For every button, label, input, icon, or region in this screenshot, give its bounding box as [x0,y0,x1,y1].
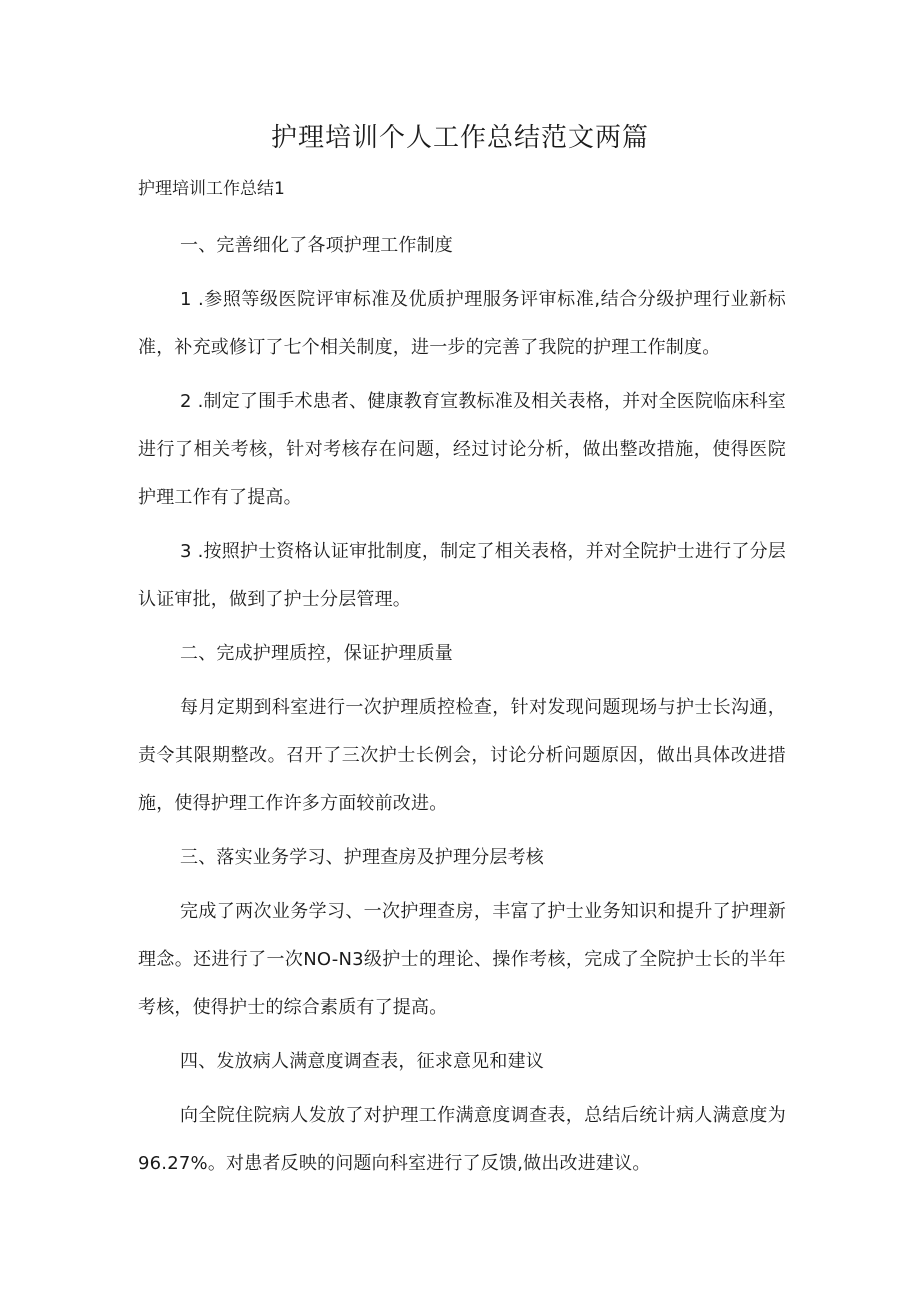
document-body [138,222,786,1194]
heading-3: 三、落实业务学习、护理查房及护理分层考核 [180,847,544,868]
heading-2: 二、完成护理质控，保证护理质量 [180,643,453,664]
paragraph-5: 完成了两次业务学习、一次护理查房，丰富了护士业务知识和提升了护理新理念。还进行了一次NO-N3级护士的理论、操作考核，完成了全院护士长的半年考核，使得护士的综合素质有了提高。 [138,901,786,1018]
paragraph-4: 每月定期到科室进行一次护理质控检查，针对发现问题现场与护士长沟通，责令其限期整改。召开了三次护士长例会，讨论分析问题原因，做出具体改进措施，使得护理工作许多方面较前改进。 [138,697,786,814]
heading-1: 一、完善细化了各项护理工作制度 [180,235,453,256]
paragraph-3: 3 .按照护士资格认证审批制度，制定了相关表格，并对全院护士进行了分层认证审批，做到了护士分层管理。 [138,541,786,610]
document-title: 护理培训个人工作总结范文两篇 [270,123,649,153]
heading-4: 四、发放病人满意度调查表，征求意见和建议 [180,1051,544,1072]
section-title: 护理培训工作总结1 [138,179,285,199]
paragraph-1: 1 .参照等级医院评审标准及优质护理服务评审标准,结合分级护理行业新标准，补充或修订了七个相关制度，进一步的完善了我院的护理工作制度。 [138,289,786,358]
paragraph-2: 2 .制定了围手术患者、健康教育宣教标准及相关表格，并对全医院临床科室进行了相关考核，针对考核存在问题，经过讨论分析，做出整改措施，使得医院护理工作有了提高。 [138,391,786,508]
paragraph-6: 向全院住院病人发放了对护理工作满意度调查表，总结后统计病人满意度为96.27%。对患者反映的问题向科室进行了反馈,做出改进建议。 [138,1105,786,1174]
